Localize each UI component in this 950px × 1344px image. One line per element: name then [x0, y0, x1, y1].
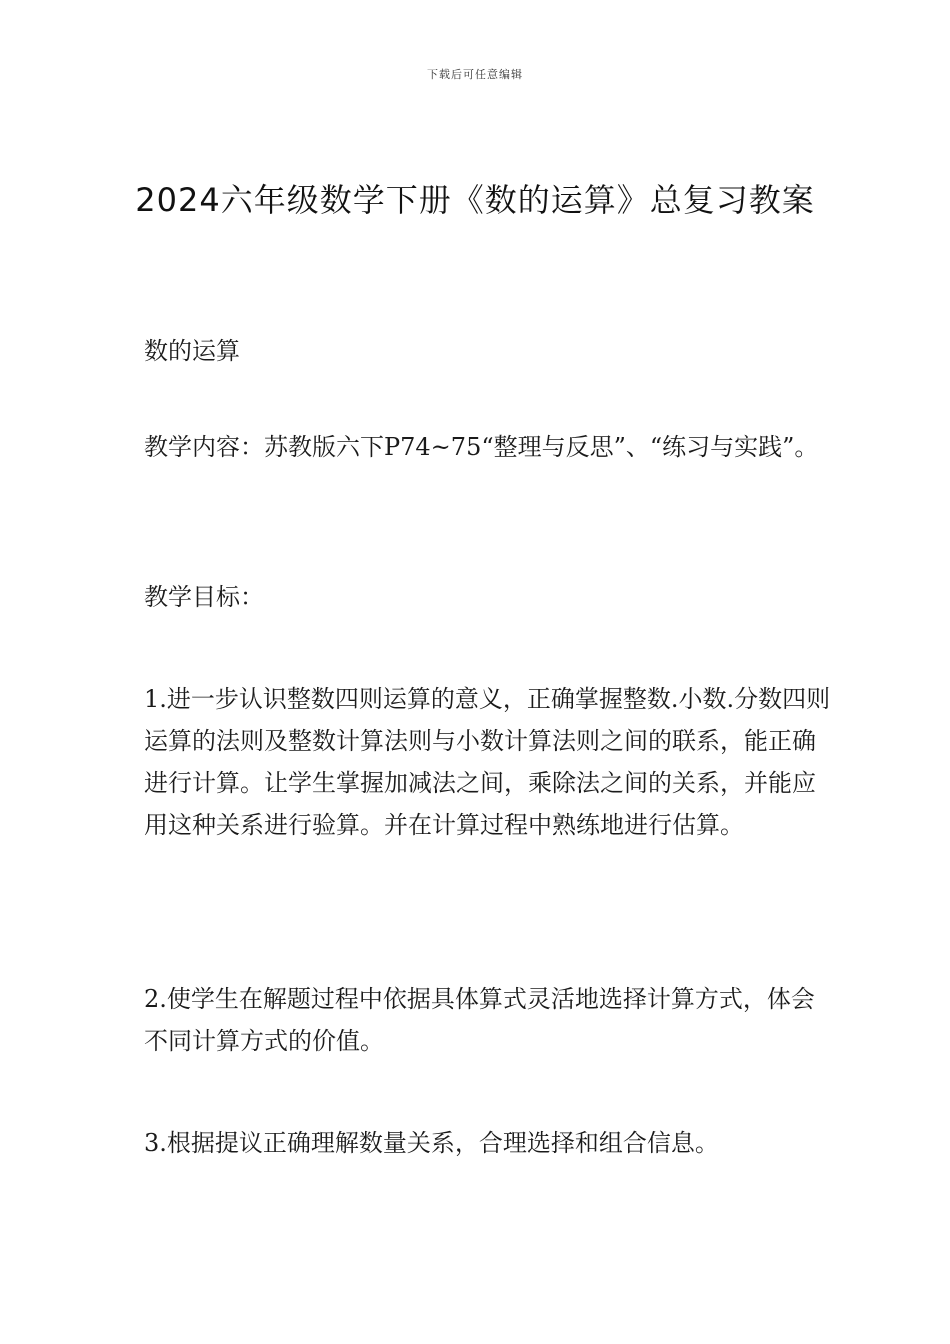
goals-heading: 教学目标：	[144, 583, 264, 611]
document-title: 2024六年级数学下册《数的运算》总复习教案	[135, 181, 815, 219]
page-header-note: 下载后可任意编辑	[427, 68, 523, 81]
section-heading: 数的运算	[144, 337, 240, 365]
teaching-content-paragraph: 教学内容：苏教版六下P74~75“整理与反思”、“练习与实践”。	[144, 433, 819, 461]
goal-item-2: 2.使学生在解题过程中依据具体算式灵活地选择计算方式，体会不同计算方式的价值。	[144, 985, 815, 1055]
goal-item-1: 1.进一步认识整数四则运算的意义，正确掌握整数.小数.分数四则运算的法则及整数计算法则与小数计算法则之间的联系，能正确进行计算。让学生掌握加减法之间，乘除法之间的关系，并能应用这种关系进行验算。并在计算过程中熟练地进行估算。	[144, 685, 831, 839]
goal-item-3: 3.根据提议正确理解数量关系，合理选择和组合信息。	[144, 1129, 719, 1157]
